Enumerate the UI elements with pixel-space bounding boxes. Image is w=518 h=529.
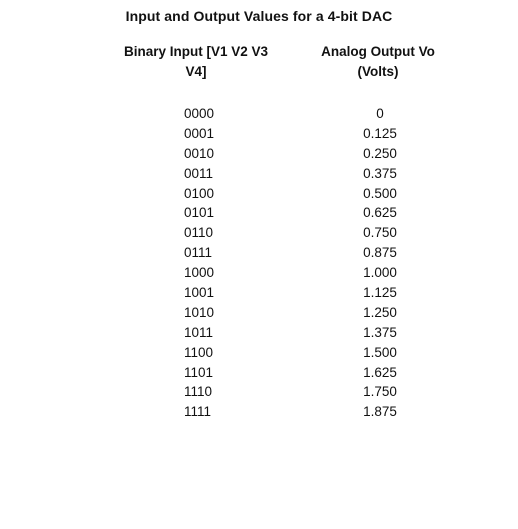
analog-output-cell: 1.125	[363, 285, 397, 301]
analog-output-cell: 0.625	[363, 205, 397, 221]
table-row	[0, 203, 518, 223]
analog-output-cell: 1.750	[363, 384, 397, 400]
table-row	[0, 343, 518, 363]
analog-output-header-line1: Analog Output Vo	[321, 44, 435, 59]
binary-input-cell: 0100	[184, 185, 215, 201]
table-row	[0, 144, 518, 164]
table-row	[0, 124, 518, 144]
analog-output-cell: 1.875	[363, 404, 397, 420]
binary-input-cell: 1001	[184, 285, 215, 301]
analog-output-cell: 0.375	[363, 165, 397, 181]
page-title: Input and Output Values for a 4-bit DAC	[125, 8, 393, 24]
analog-output-cell: 0	[376, 106, 384, 121]
dac-value-table	[0, 104, 518, 422]
binary-input-header-line1: Binary Input [V1 V2 V3	[123, 44, 269, 59]
table-row	[0, 184, 518, 204]
table-row	[0, 402, 518, 422]
binary-input-cell: 1110	[184, 384, 213, 400]
table-row	[0, 363, 518, 383]
analog-output-cell: 0.250	[363, 145, 397, 161]
binary-input-cell: 0001	[184, 125, 215, 141]
table-row	[0, 104, 518, 124]
analog-output-cell: 1.000	[363, 265, 397, 281]
analog-output-cell: 1.250	[363, 304, 397, 320]
binary-input-header	[106, 42, 286, 82]
analog-output-cell: 0.875	[363, 245, 397, 261]
table-row	[0, 382, 518, 402]
analog-output-cell: 1.625	[363, 364, 397, 380]
table-row	[0, 283, 518, 303]
binary-input-header-line2: V4]	[185, 64, 207, 79]
binary-input-cell: 0111	[184, 245, 213, 261]
binary-input-cell: 1011	[184, 324, 214, 340]
binary-input-cell: 1100	[184, 344, 214, 360]
analog-output-cell: 0.500	[363, 185, 397, 201]
binary-input-cell: 0101	[184, 205, 215, 221]
analog-output-header-line2: (Volts)	[357, 64, 399, 79]
analog-output-header	[306, 42, 450, 82]
binary-input-cell: 0000	[184, 106, 215, 121]
analog-output-cell: 0.750	[363, 225, 397, 241]
analog-output-cell: 1.500	[363, 344, 397, 360]
binary-input-cell: 1000	[184, 265, 215, 281]
binary-input-cell: 1101	[184, 364, 214, 380]
table-row	[0, 164, 518, 184]
table-row	[0, 303, 518, 323]
table-row	[0, 323, 518, 343]
binary-input-cell: 0110	[184, 225, 214, 241]
analog-output-cell: 0.125	[363, 125, 397, 141]
analog-output-cell: 1.375	[363, 324, 397, 340]
table-row	[0, 263, 518, 283]
binary-input-cell: 1111	[184, 404, 212, 420]
binary-input-cell: 1010	[184, 304, 215, 320]
table-row	[0, 223, 518, 243]
table-row	[0, 243, 518, 263]
binary-input-cell: 0010	[184, 145, 215, 161]
binary-input-cell: 0011	[184, 165, 214, 181]
